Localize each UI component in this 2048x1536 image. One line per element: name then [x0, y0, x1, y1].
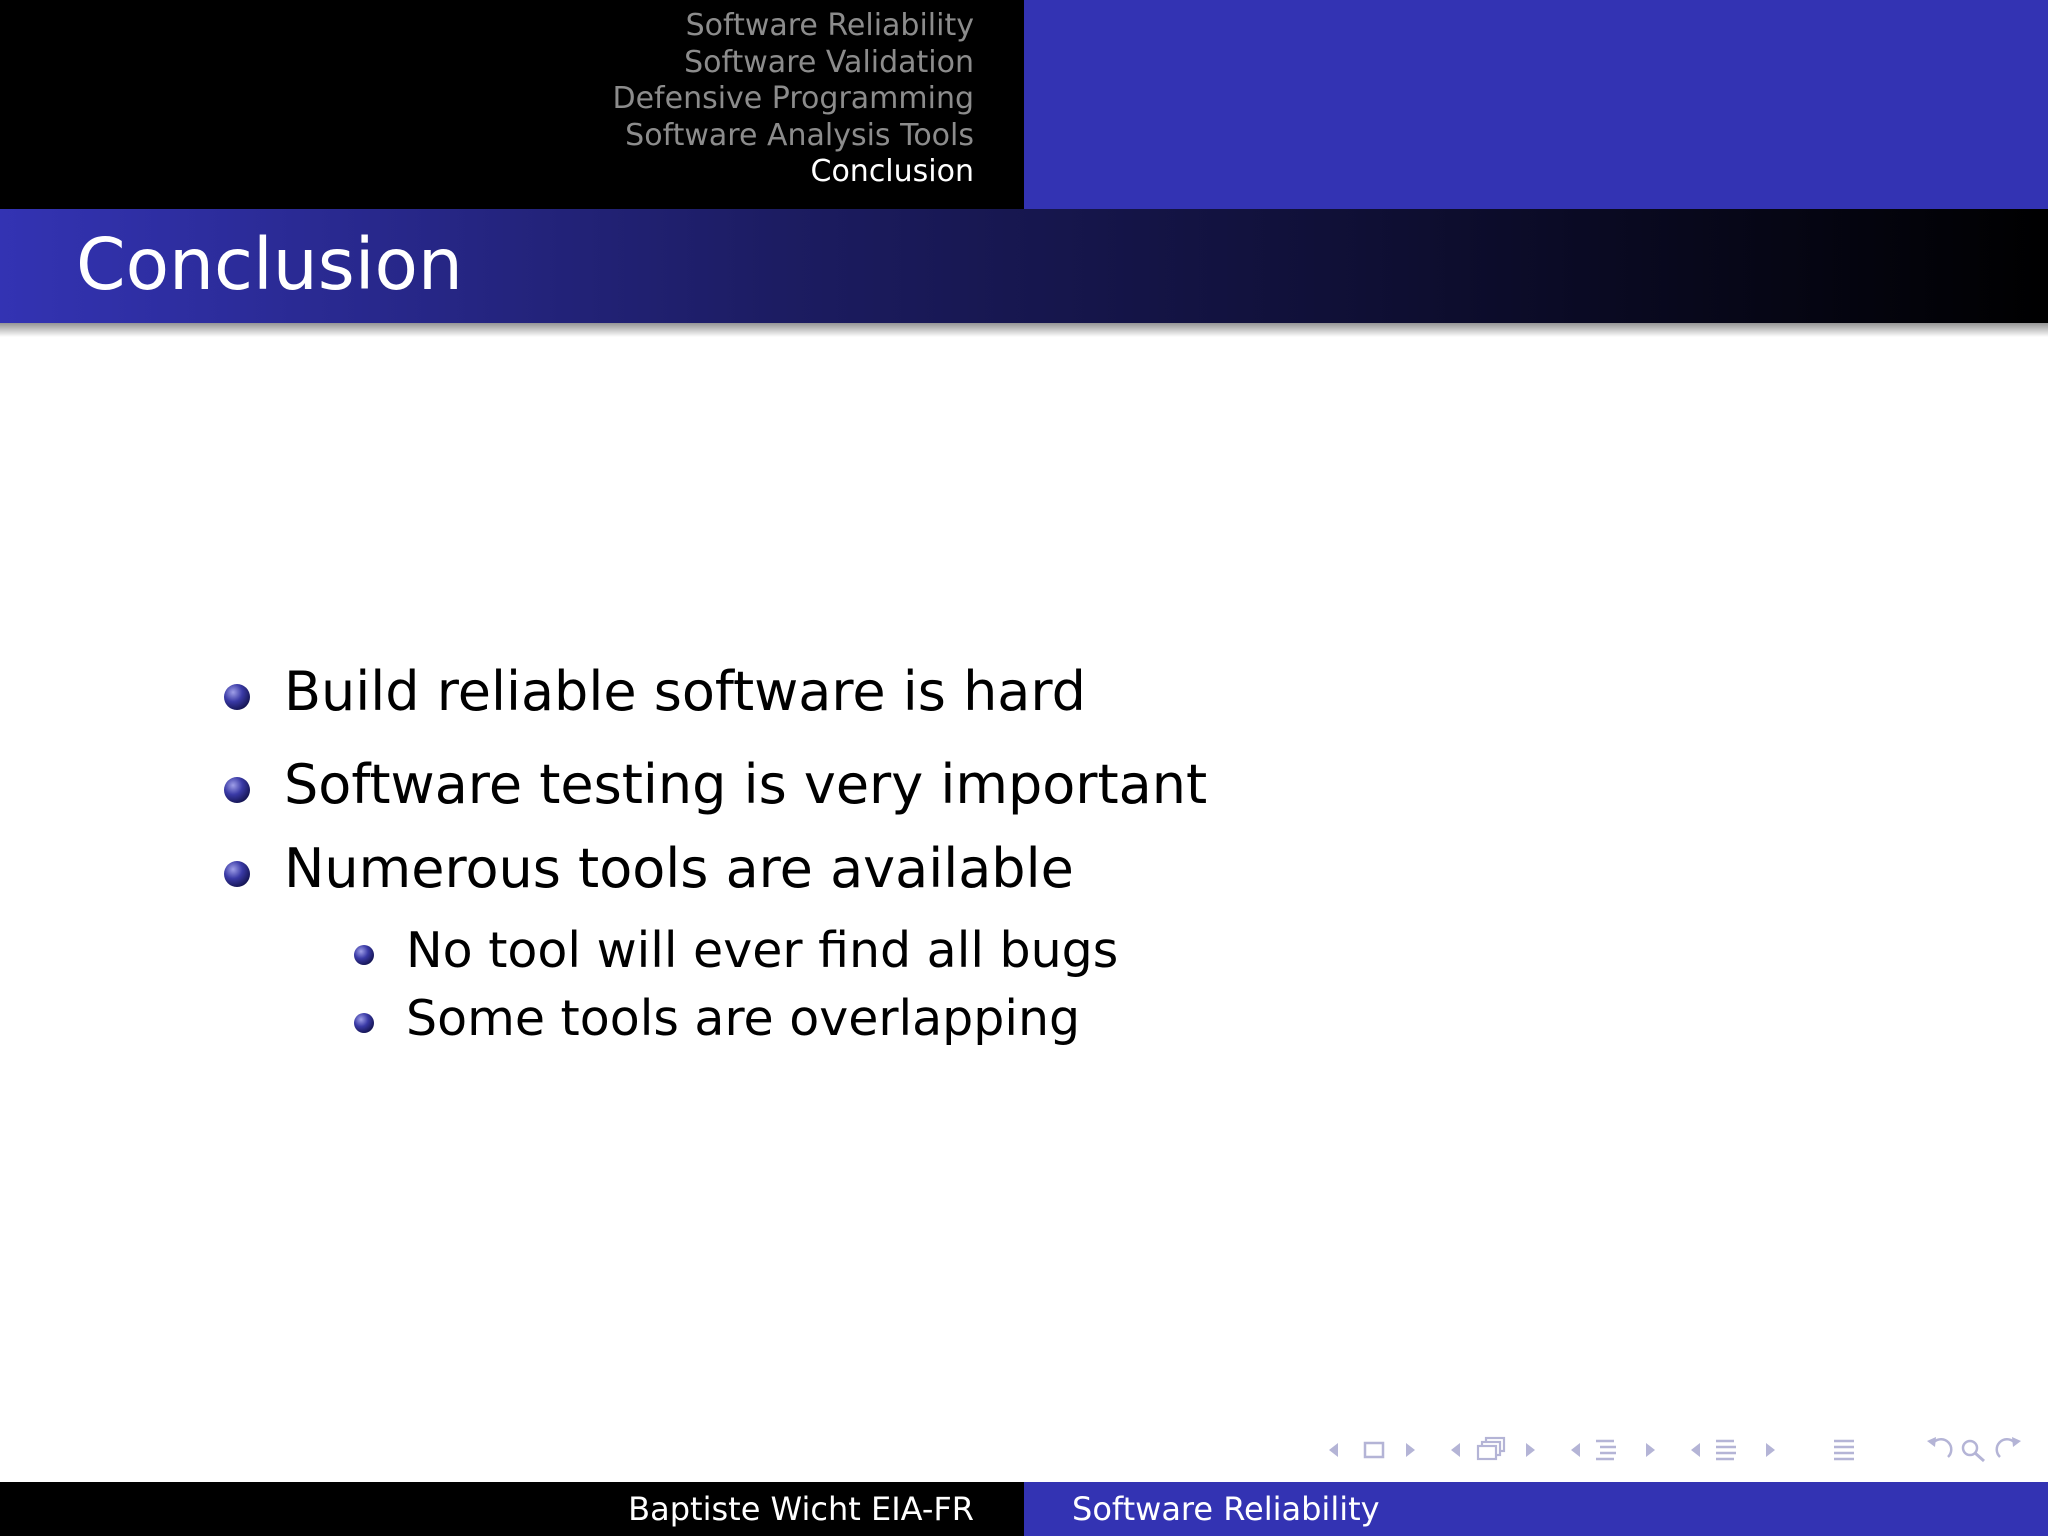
bullet-ball-icon	[224, 777, 250, 803]
bullet-item: Numerous tools are available	[284, 837, 1074, 900]
bullet-ball-icon	[224, 861, 250, 887]
prev-subsection-arrow-icon[interactable]	[1568, 1432, 1582, 1468]
slide-icon[interactable]	[1362, 1432, 1386, 1468]
footer-title-panel	[1024, 1482, 2048, 1536]
section-link-software-reliability[interactable]: Software Reliability	[685, 8, 974, 43]
navigation-symbols	[1322, 1432, 2034, 1468]
subsection-icon[interactable]	[1592, 1432, 1620, 1468]
next-section-arrow-icon[interactable]	[1764, 1432, 1778, 1468]
bullet-item: Build reliable software is hard	[284, 660, 1086, 723]
footer-title: Software Reliability	[1072, 1490, 1380, 1528]
prev-slide-arrow-icon[interactable]	[1326, 1432, 1340, 1468]
sub-bullet-item: Some tools are overlapping	[406, 990, 1081, 1047]
sub-bullet-ball-icon	[354, 945, 374, 965]
section-link-defensive-programming[interactable]: Defensive Programming	[612, 81, 974, 117]
sub-bullet-ball-icon	[354, 1013, 374, 1033]
section-link-software-validation[interactable]: Software Validation	[684, 44, 974, 80]
bullet-item: Software testing is very important	[284, 753, 1208, 816]
sub-bullet-item: No tool will ever find all bugs	[406, 922, 1119, 979]
back-icon[interactable]	[1922, 1432, 1956, 1468]
footer-author-panel	[0, 1482, 1024, 1536]
frame-title: Conclusion	[76, 223, 463, 306]
section-link-software-analysis-tools[interactable]: Software Analysis Tools	[625, 117, 974, 153]
prev-frame-arrow-icon[interactable]	[1448, 1432, 1462, 1468]
search-icon[interactable]	[1958, 1432, 1988, 1468]
next-slide-arrow-icon[interactable]	[1404, 1432, 1418, 1468]
next-frame-arrow-icon[interactable]	[1524, 1432, 1538, 1468]
section-link-conclusion[interactable]: Conclusion	[810, 154, 974, 190]
frame-icon[interactable]	[1474, 1432, 1510, 1468]
forward-icon[interactable]	[1992, 1432, 2026, 1468]
prev-section-arrow-icon[interactable]	[1688, 1432, 1702, 1468]
section-icon[interactable]	[1712, 1432, 1740, 1468]
bullet-ball-icon	[224, 684, 250, 710]
document-icon[interactable]	[1830, 1432, 1858, 1468]
next-subsection-arrow-icon[interactable]	[1644, 1432, 1658, 1468]
footer-author: Baptiste Wicht EIA-FR	[628, 1490, 974, 1528]
